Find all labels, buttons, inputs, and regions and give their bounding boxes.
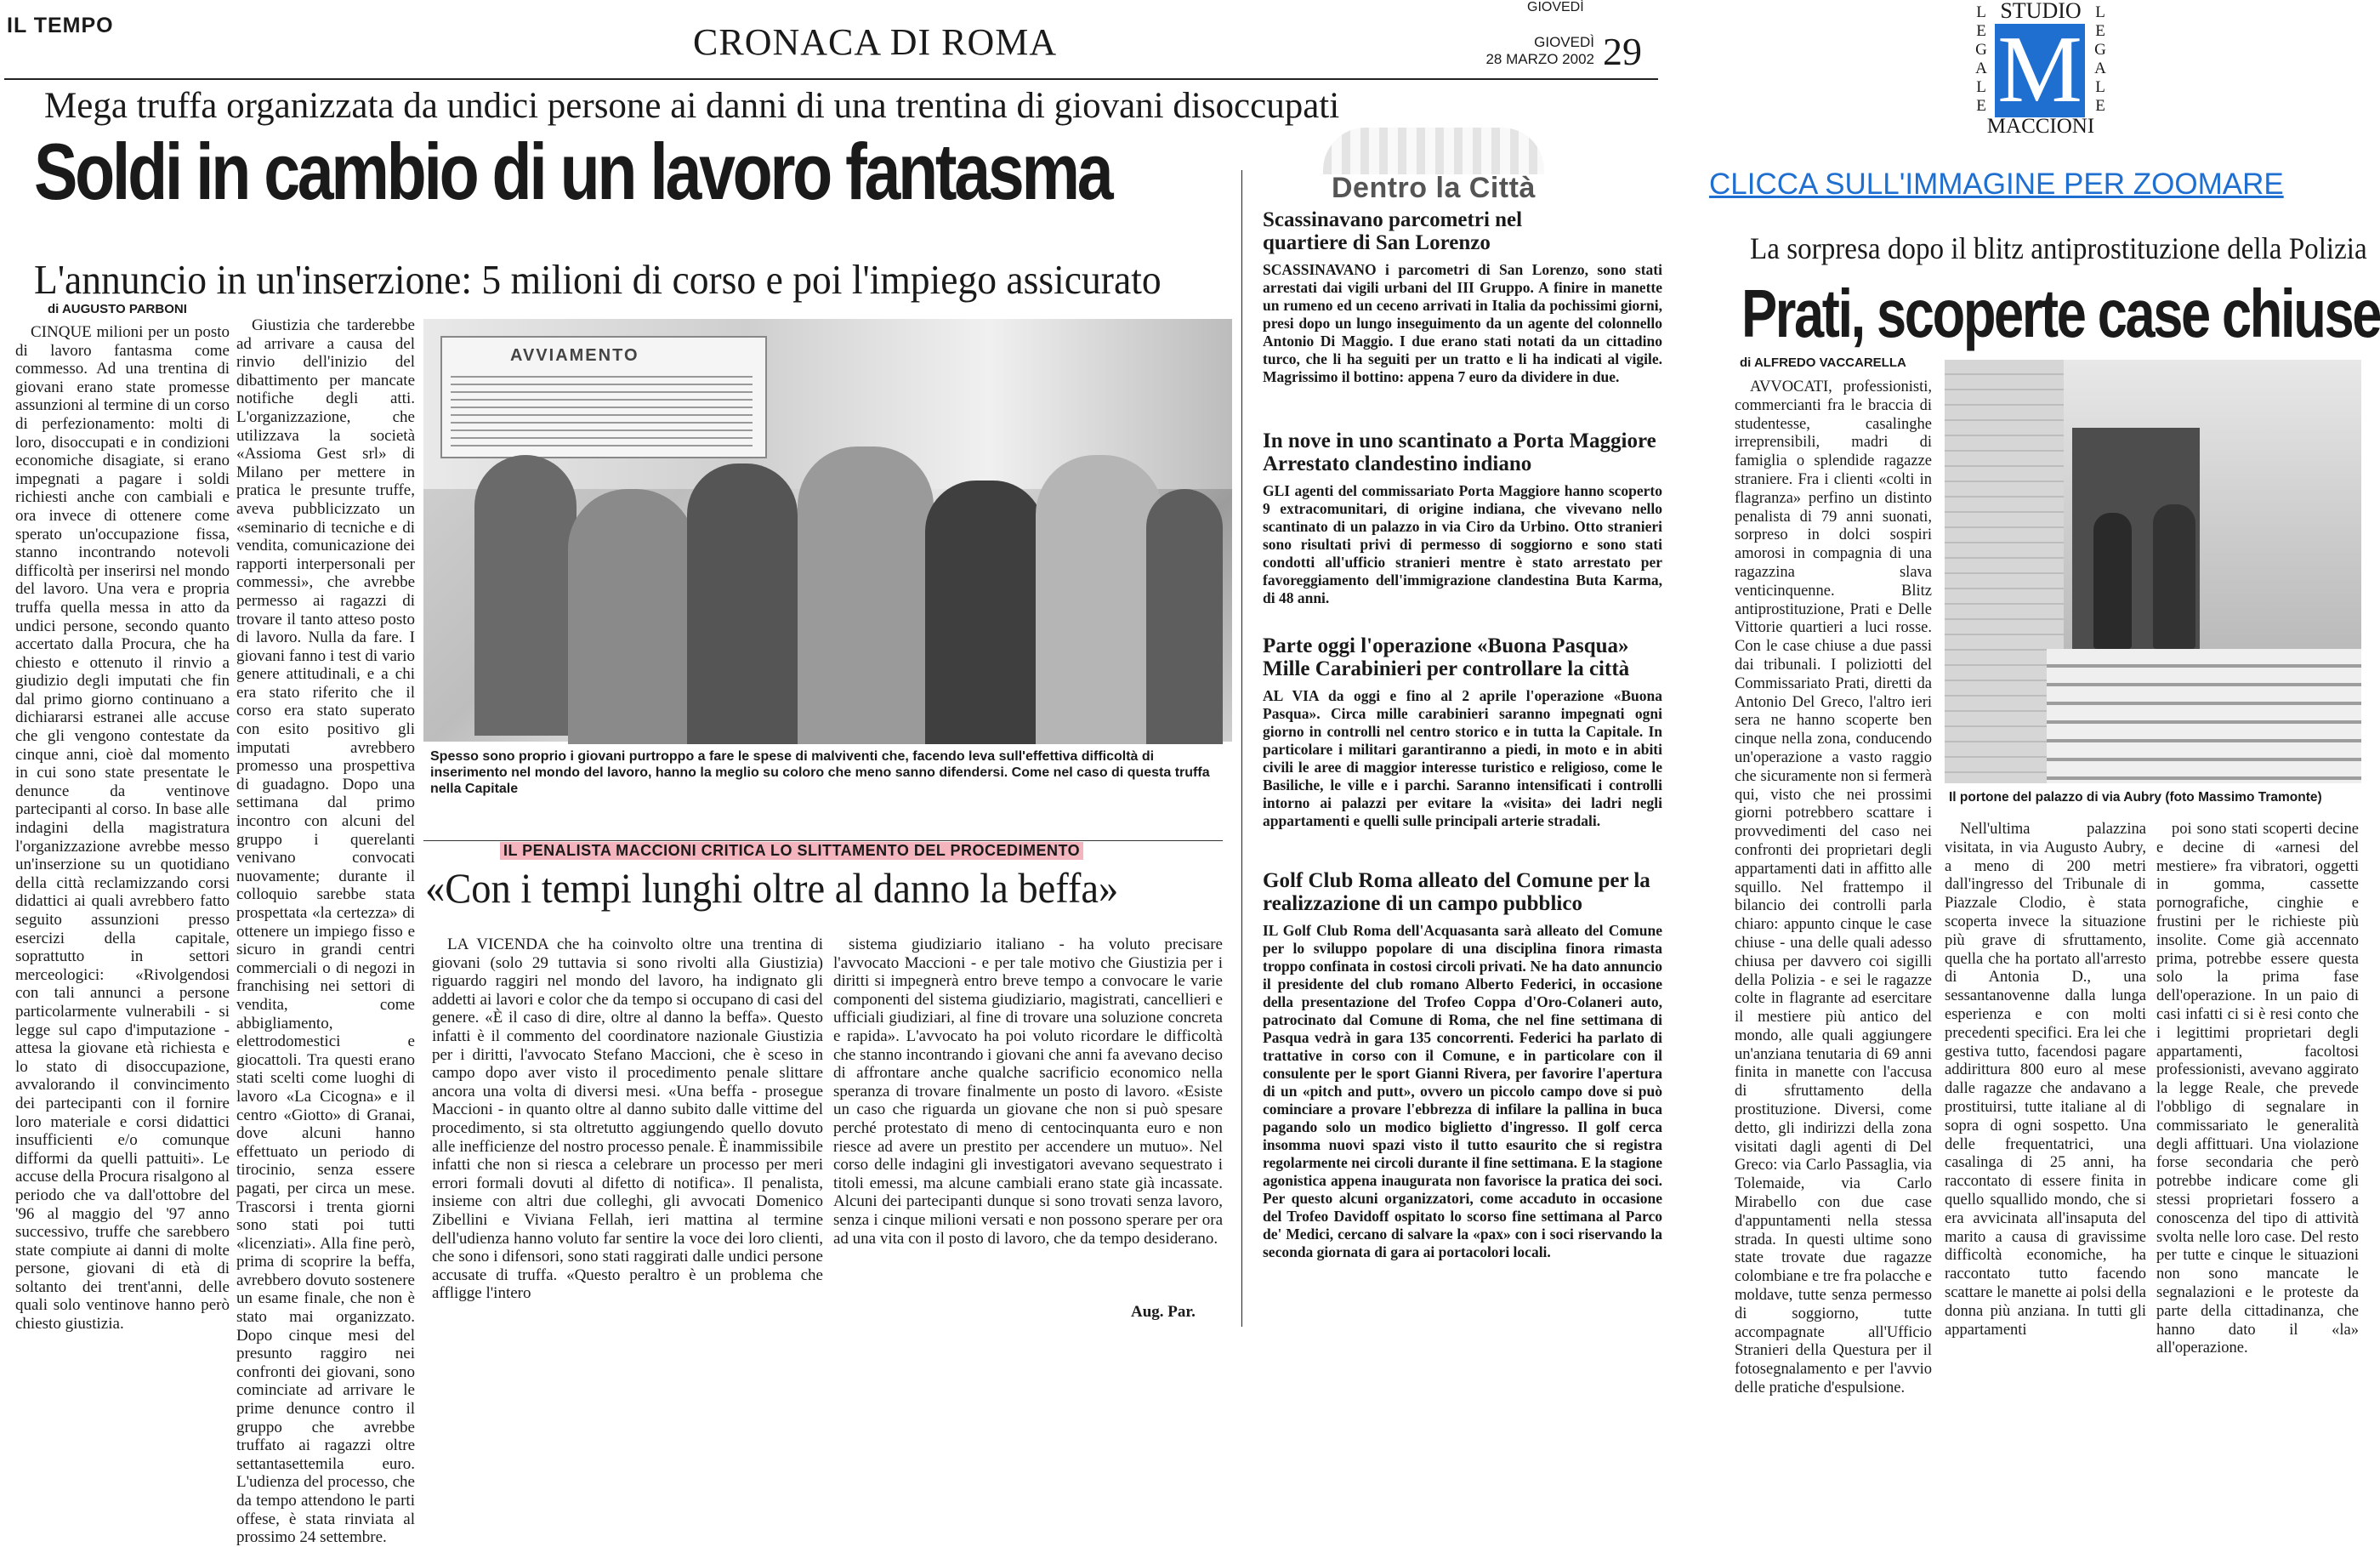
sub-signature: Aug. Par. bbox=[1131, 1303, 1196, 1321]
letter-l: L bbox=[1976, 3, 1986, 21]
letter-l2: L bbox=[1976, 78, 1986, 96]
right-col-right-text: poi sono stati scoperti decine e decine di «arnesi del mestiere» fra vibratori, oggetti in gomma, cassette pornografiche, cinghie e frustini per le richieste più insolite. Come già accennato prima, potrebbe essere questa solo la prima fase dell'operazione. In un paio di casi infatti ci si è resi conto che i legittimi proprietari degli appartamenti, facoltosi professionisti, avevano aggirato la legge Reale, che prevede l'obbligo di segnalare in commissariato le generalità degli affittuari. Una violazione forse secondaria che però potrebbe indicare come gli stessi proprietari fossero a conoscenza del tipo di attività svolta nelle loro case. Del resto per tutte e cinque le situazioni non sono mancate le segnalazioni e le proteste da parte della cittadinanza, che hanno dato il «la» all'operazione. bbox=[2156, 821, 2359, 1357]
weekday: GIOVEDÌ bbox=[1534, 34, 1594, 50]
main-col2-text: Giustizia che tarderebbe ad arrivare a causa del rinvio dell'inizio del dibattimento per mancate notifiche degli atti. L'organizzazione, che utilizzava la società «Assioma Gest srl» di Milano per mettere in pratica le presunte truffe, aveva pubblicizzato un «seminario di tecniche e di vendita, comunicazione dei rapporti interpersonali per commessi», che avrebbe permesso ai ragazzi di trovare il tanto atteso posto di lavoro. Nulla da fare. I giovani fanno i test di vario genere attitudinali, e a chi era stato riferito che il corso era stato superato con esito positivo gli imputati avrebbero promesso una prospettiva di guadagno. Dopo una settimana dal primo incontro con alcuni del gruppo i querelanti venivano convocati nuovamente; durante il colloquio sarebbe stata prospettata «la certezza» di ottenere un impiego fisso e sicuro in grandi centri commerciali o di negozi in franchising nei settori di vendita, come abbigliamento, elettrodomestici e giocattoli. Tra questi erano stati scelti come luoghi di lavoro «La Cicogna» e il centro «Giotto» di Granai, dove alcuni hanno effettuato un periodo di tirocinio, senza essere pagati, per circa un mese. Trascorsi i trenta giorni sono stati poi tutti «licenziati». Alla fine però, prima di scoprire la beffa, avrebbero dovuto sostenere un esame finale, che non è stato mai organizzato. Dopo cinque mesi del presunto raggiro nei confronti dei giovani, sono cominciate ad arrivare le prime denunce contro il gruppo che avrebbe truffato ai ragazzi oltre settantasettemila euro. L'udienza del processo, che da tempo attendono le parti offese, è stata rinviata al prossimo 24 settembre. bbox=[236, 316, 415, 1547]
date: 28 MARZO 2002 bbox=[1485, 51, 1594, 67]
studio-logo[interactable] bbox=[1973, 0, 2109, 136]
right-col-left-text: AVVOCATI, professionisti, commercianti fra le braccia di studentesse, casalinghe irreprensibili, madri di famiglia o splendide ragazze straniere. Fra i clienti «colti in flagranza» perfino un distinto penalista di 79 anni suonati, sorpreso in dolci sospiri amorosi in compagnia di una ragazzina slava venticinquenne. Blitz antiprostituzione, Prati e Delle Vittorie quartieri a luci rosse. Con le case chiuse a due passi dai tribunali. I poliziotti del Commissariato Prati, diretti da Antonio Del Greco, l'altro ieri sera ne hanno scoperte ben cinque nella zona, conducendo un'operazione a vasto raggio che sicuramente non si fermerà qui, visto che nei prossimi giorni potrebbero scattare i provvedimenti del caso nei confronti dei proprietari degli appartamenti dati in affitto alle squillo. Nel frattempo il bilancio dei controlli parla chiaro: appunto cinque le case chiuse - una delle quali adesso chiusa per davvero coi sigilli della Polizia - e sei le ragazze colte in flagrante ad esercitare il mestiere più antico del mondo, alle quali aggiungere un'anziana tenutaria di 69 anni finita in manette con l'accusa di sfruttamento della prostituzione. Diversi, come detto, gli indirizzi della zona visitati dagli agenti di Del Greco: via Carlo Passaglia, via Tolemaide, via Carlo Mirabello con due case d'appuntamenti nella stessa strada. In questi ultime sono state trovate due ragazze colombiane e tre fra polacche e moldave, tutte senza permesso di soggiorno, tutte accompagnate all'Ufficio Stranieri della Questura per il fotosegnalamento e per l'avvio delle pratiche d'espulsione. bbox=[1735, 378, 1932, 1397]
sub-headline: «Con i tempi lunghi oltre al danno la beffa» bbox=[425, 864, 1119, 912]
right-headline: Prati, scoperte case chiuse bbox=[1741, 276, 2380, 351]
brief-4-body: IL Golf Club Roma dell'Acquasanta sarà alleato del Comune per lo sviluppo popolare di una disciplina finora rimasta troppo confinata in costosi circoli privati. Ne ha dato annuncio il presidente del club romano Alberto Federici, in occasione della presentazione del Trofeo Coppa d'Oro-Colaneri auto, patrocinato dal Comune di Roma, che nel fine settimana di Pasqua vedrà in gara 135 concorrenti. Federici ha parlato di trattative in corso con il Comune, e in particolare con il consulente per le sport Gianni Rivera, per favorire l'apertura di un «pitch and putt», ovvero un piccolo campo dove si può cominciare a provare l'ebbrezza di infilare la pallina in buca pagando solo un modico biglietto d'ingresso. Il golf cerca insomma nuovi spazi visto il tutto esaurito che si registra regolarmente nei circoli durante il fine settimana. E la stagione agonistica appena inaugurata non favorisce la pratica dei soci. Per questo alcuni organizzatori, come accaduto in occasione del Trofeo Davidoff ospitato lo scorso fine settimana al Parco de' Medici, cercano di salvare la «pax» con i soci riservando la seconda giornata di gara ai portacolori locali. bbox=[1263, 922, 1662, 1260]
city-sidebar bbox=[1250, 128, 1667, 1331]
sidebar-divider bbox=[1241, 170, 1242, 1327]
main-col1-text: CINQUE milioni per un posto di lavoro fantasma come commesso. Ad una trentina di giovani erano state promesse assunzioni al termine di un corso di perfezionamento: molti di loro, disoccupati e in condizioni economiche disagiate, si erano impegnati a pagare i soldi richiesti anche con cambiali e ora invece di ottenere come sperato un'occupazione fissa, stanno incontrando notevoli difficoltà per inserirsi nel mondo del lavoro. Una vera e propria truffa quella messa in atto da undici persone, secondo quanto accertato dalla Procura, che ha chiesto e ottenuto il rinvio a giudizio degli imputati che fin dal primo giorno continuano a dichiararsi estranei alle accuse che gli vengono contestate da cinque anni, cioè dal momento in cui sono state presentate le denunce da ventinove partecipanti al corso. In base alle indagini della magistratura l'organizzazione avrebbe messo un'inserzione su un quotidiano della città reclamizzando corsi didattici ai quali avrebbero fatto seguito assunzioni presso esercizi della capitale, soprattutto in settori merceologici: «Rivolgendosi con tali annunci a persone particolarmente vulnerabili - si legge sul capo d'imputazione - attesa la giovane età richiesta e lo stato di disoccupazione, avvalorando il convincimento dei partecipanti con il fornire loro materiale e corsi didattici insufficienti e/o comunque difformi da quelli pattuiti». Le accuse della Procura risalgono al periodo che va dall'ottobre del '96 al maggio del '97 anno successivo, truffe che sarebbero state compiute ai danni di molte persone, giovani di età di soltanto dei trent'anni, delle quali solo ventinove hanno però chiesto giustizia. bbox=[15, 323, 230, 1334]
header-rule bbox=[4, 78, 1658, 80]
brief-4-title: Golf Club Roma alleato del Comune per la realizzazione di un campo pubblico bbox=[1263, 869, 1650, 915]
letter-e2-r: E bbox=[2095, 97, 2105, 115]
sub-label-text: IL PENALISTA MACCIONI CRITICA LO SLITTAMENTO DEL PROCEDIMENTO bbox=[500, 842, 1083, 860]
right-col-mid bbox=[1945, 821, 2146, 1339]
right-photo[interactable] bbox=[1945, 360, 2361, 783]
brief-3-body: AL VIA da oggi e fino al 2 aprile l'operazione «Buona Pasqua». Circa mille carabinieri saranno impegnati ogni giorno in controlli nel centro storico e in tutta la Capitale. In particolare i militari garantiranno a piedi, in moto e in abiti civili le aree di maggior interesse turistico e religioso, come le Basiliche, le ville e i parchi. Saranno intensificati i controlli intorno ai palazzi per evitare la «visita» dei ladri negli appartamenti e quelli sulle principali arterie stradali. bbox=[1263, 687, 1662, 829]
letter-e-r: E bbox=[2095, 22, 2105, 40]
sub-col2-text: sistema giudiziario italiano - ha voluto precisare l'avvocato Maccioni - e per tale motivo che Giustizia per i diritti si impegnerà entro breve tempo a convocare le varie componenti del sistema giudiziario, magistrati, cancellieri e ufficiali giudiziari, al fine di trovare una soluzione concreta e rapida». L'avvocato ha poi voluto ricordare le difficoltà che stanno incontrando i giovani che anni fa avevano deciso di affrontare anche qualche sacrificio economico nella speranza di trovare finalmente un posto di lavoro. «Esiste un caso che riguarda un giovane che non si può spesare perché protestato di meno di centocinquanta euro e non riesce ad avere un prestito per accendere un mutuo». Nel corso delle indagini gli investigatori avevano sequestrato i titoli emessi, ma alcune cambiali erano state già incassate. Alcuni dei partecipanti dunque si sono trovati senza lavoro, senza i cinque milioni versati e non possono sperare per ora ad una vita con il posto di lavoro, che da tempo desiderano. bbox=[833, 936, 1223, 1248]
main-photo[interactable] bbox=[423, 319, 1232, 742]
right-photo-officer-2 bbox=[2153, 504, 2195, 649]
studio-right-letters bbox=[2093, 3, 2107, 116]
letter-g-r: G bbox=[2094, 41, 2106, 59]
main-photo-caption: Spesso sono proprio i giovani purtroppo a fare le spese di malviventi che, facendo leva sull'effettiva difficoltà di inserimento nel mondo del lavoro, hanno la meglio su coloro che meno sanno difendersi. Come nel caso di questa truffa nella Capitale bbox=[430, 749, 1210, 796]
colosseum-icon bbox=[1323, 128, 1544, 174]
letter-e: E bbox=[1976, 22, 1986, 40]
main-byline: di AUGUSTO PARBONI bbox=[48, 302, 187, 316]
page-number: 29 bbox=[1603, 30, 1642, 73]
letter-g: G bbox=[1975, 41, 1987, 59]
sidebar-logo bbox=[1323, 128, 1544, 213]
main-body-col1 bbox=[15, 323, 230, 1334]
studio-left-letters bbox=[1974, 3, 1988, 116]
brief-2[interactable] bbox=[1263, 429, 1662, 607]
letter-l-r: L bbox=[2095, 3, 2105, 21]
letter-l2-r: L bbox=[2095, 78, 2105, 96]
zoom-link[interactable]: CLICCA SULL'IMMAGINE PER ZOOMARE bbox=[1709, 168, 2284, 201]
right-col-mid-text: Nell'ultima palazzina visitata, in via Augusto Aubry, a meno di 200 metri dall'ingresso del Tribunale di Piazzale Clodio, è stata scoperta invece la situazione più grave di sfruttamento, quella che ha portato all'arresto di Antonia D., una sessantanovenne dalla lunga esperienza e con molti precedenti specifici. Era lei che gestiva tutto, facendosi pagare addirittura 800 euro al mese dalle ragazze che andavano a prostituirsi, tutte italiane al di sopra di ogni sospetto. Una delle frequentatrici, una casalinga di 25 anni, ha raccontato di essere finita in quello squallido mondo, che si era avvicinata all'insaputa del marito a causa di gravissime difficoltà economiche, ha raccontato tutto facendo scattare le manette ai polsi della donna più anziana. In tutti gli appartamenti bbox=[1945, 821, 2146, 1339]
main-subhead: L'annuncio in un'inserzione: 5 milioni di corso e poi l'impiego assicurato bbox=[34, 256, 1162, 303]
right-photo-stairs bbox=[2047, 649, 2361, 783]
main-headline: Soldi in cambio di un lavoro fantasma bbox=[34, 127, 1111, 216]
photo-board-sign: AVVIAMENTO bbox=[510, 346, 639, 365]
brief-1[interactable] bbox=[1263, 208, 1662, 386]
brief-3-title: Parte oggi l'operazione «Buona Pasqua» Mille Carabinieri per controllare la città bbox=[1263, 634, 1630, 680]
brief-1-body: SCASSINAVANO i parcometri di San Lorenzo, sono stati arrestati dai vigili urbani del III Gruppo. A finire in manette un rumeno ed un ceceno arrivati in Italia da pochissimi giorni, presi dopo un lungo inseguimento da un agente del colonnello Antonio Di Maggio. I due erano stati notati da un cittadino turco, che li ha seguiti per un tratto e li ha indicati al vigile. Magrissimo il bottino: appena 7 euro da dividere in due. bbox=[1263, 261, 1662, 385]
studio-bottom: MACCIONI bbox=[1986, 115, 2095, 138]
sub-col1-text: LA VICENDA che ha coinvolto oltre una trentina di giovani (solo 29 tuttavia si sono rivolti alla Giustizia) riguardo raggiri nel mondo del lavoro, ha indignato gli addetti ai lavori e color che da tempo si occupano di casi del genere. «È il caso di dire, oltre al danno la beffa». Questo infatti è il commento del coordinatore nazionale Giustizia per i diritti, l'avvocato Stefano Maccioni, che è sceso in campo dopo aver visto il procedimento penale slittare ancora una volta di diversi mesi. «Una beffa - prosegue Maccioni - in quanto oltre al danno subito dalle vittime del procedimento, si sta oltretutto aggiungendo quello dovuto alle inefficienze del nostro processo penale. È inammissibile infatti che non si riesca a celebrare un processo per meri errori formali dovuti al difetto di notifica». Il penalista, insieme con altri due colleghi, gli avvocati Domenico Zibellini e Viviana Fellah, ieri mattina al termine dell'udienza hanno voluto far sentire la voce dei loro clienti, che sono i difensori, sono stati raggirati dalle undici persone accusate di truffa. «Questo peraltro è un problema che affligge l'intero bbox=[432, 936, 823, 1303]
right-byline: di ALFREDO VACCARELLA bbox=[1740, 355, 1906, 370]
main-body-col2 bbox=[236, 316, 415, 1547]
sidebar-logo-text: Dentro la Città bbox=[1332, 172, 1536, 204]
sub-body-col2 bbox=[833, 936, 1223, 1305]
right-article[interactable] bbox=[1735, 217, 2380, 1397]
right-photo-caption: Il portone del palazzo di via Aubry (foto Massimo Tramonte) bbox=[1949, 790, 2322, 805]
right-photo-wall bbox=[1945, 360, 2064, 783]
studio-monogram: M bbox=[1997, 17, 2082, 122]
photo-crowd bbox=[457, 438, 1214, 742]
right-col-left bbox=[1735, 378, 1932, 1397]
date-weekday: GIOVEDÌ bbox=[1527, 0, 1584, 14]
brief-2-body: GLI agenti del commissariato Porta Maggiore hanno scoperto 9 extracomunitari, di origine indiana, che vivevano nello scantinato di un palazzo in via Ciro da Urbino. Otto stranieri sono risultati privi di permesso di soggiorno e sono stati condotti all'ufficio stranieri mentre è stato arrestato per favoreggiamento dell'immigrazione clandestina Buta Karma, di 48 anni. bbox=[1263, 482, 1662, 606]
letter-a-r: A bbox=[2094, 60, 2106, 77]
brief-3[interactable] bbox=[1263, 634, 1662, 830]
studio-top: STUDIO bbox=[2000, 0, 2082, 23]
right-col-right bbox=[2156, 821, 2359, 1357]
brief-2-title: In nove in uno scantinato a Porta Maggiore Arrestato clandestino indiano bbox=[1263, 429, 1656, 475]
right-photo-officer-1 bbox=[2093, 513, 2132, 649]
right-kicker: La sorpresa dopo il blitz antiprostituzione della Polizia bbox=[1750, 231, 2367, 265]
section-title: CRONACA DI ROMA bbox=[693, 21, 1058, 63]
brief-1-title: Scassinavano parcometri nel quartiere di San Lorenzo bbox=[1263, 208, 1523, 254]
sub-body-col1 bbox=[432, 936, 823, 1322]
letter-a: A bbox=[1975, 60, 1987, 77]
letter-e2: E bbox=[1976, 97, 1986, 115]
main-kicker: Mega truffa organizzata da undici persone ai danni di una trentina di giovani disoccupati bbox=[44, 86, 1340, 126]
brief-4[interactable] bbox=[1263, 869, 1662, 1261]
masthead: IL TEMPO bbox=[7, 14, 114, 37]
studio-monogram-box bbox=[1995, 17, 2085, 122]
